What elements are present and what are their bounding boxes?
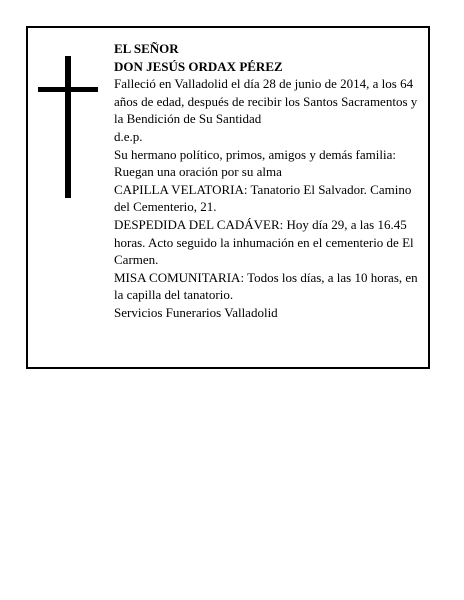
prayer-text: Ruegan una oración por su alma bbox=[114, 164, 282, 180]
farewell-info: DESPEDIDA DEL CADÁVER: Hoy día 29, a las 16.45 horas. Acto seguido la inhumación en el cementerio de El Carmen. bbox=[114, 216, 414, 268]
title-line-1: EL SEÑOR bbox=[114, 41, 179, 56]
deceased-name: DON JESÚS ORDAX PÉREZ bbox=[114, 58, 283, 74]
notice-text bbox=[114, 40, 426, 322]
cross-icon bbox=[38, 56, 98, 198]
mass-info: MISA COMUNITARIA: Todos los días, a las 10 horas, en la capilla del tanatorio. bbox=[114, 269, 418, 303]
family-text: Su hermano político, primos, amigos y demás familia: bbox=[114, 146, 396, 162]
funeral-services: Servicios Funerarios Valladolid bbox=[114, 304, 278, 320]
dep-text: d.e.p. bbox=[114, 128, 143, 144]
death-info: Falleció en Valladolid el día 28 de junio de 2014, a los 64 años de edad, después de recibir los Santos Sacramentos y la Bendición de Su Santidad bbox=[114, 76, 418, 127]
obituary-notice bbox=[26, 26, 430, 369]
cross-vertical-bar bbox=[65, 56, 71, 198]
cross-horizontal-bar bbox=[38, 87, 98, 92]
chapel-info: CAPILLA VELATORIA: Tanatorio El Salvador. Camino del Cementerio, 21. bbox=[114, 181, 412, 215]
